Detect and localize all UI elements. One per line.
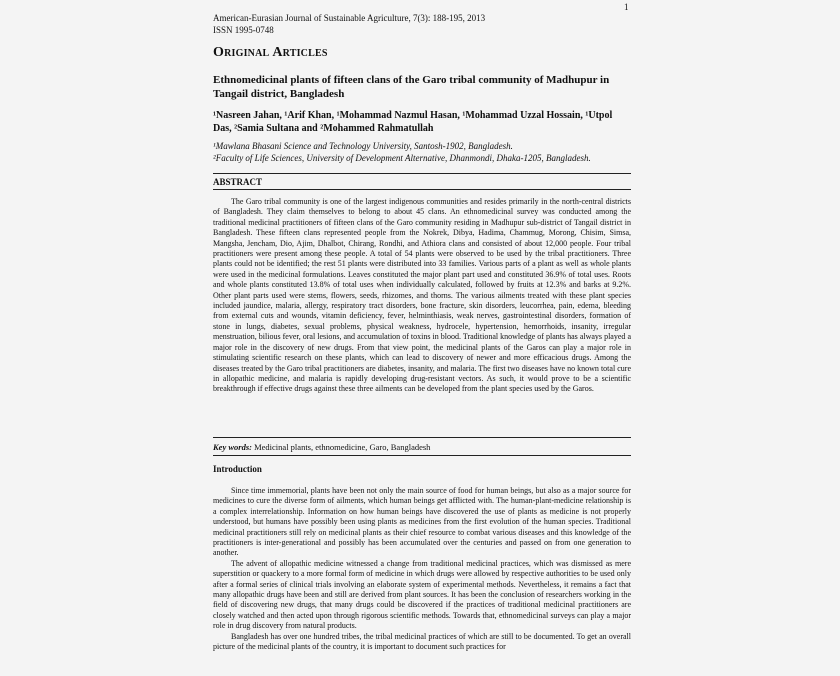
keywords-label: Key words:: [213, 442, 252, 452]
issn: ISSN 1995-0748: [213, 25, 274, 35]
divider-top: [213, 173, 631, 174]
keywords-text: Medicinal plants, ethnomedicine, Garo, Bangladesh: [254, 442, 431, 452]
introduction-body: [213, 486, 631, 653]
affiliation-1: ¹Mawlana Bhasani Science and Technology University, Santosh-1902, Bangladesh.: [213, 141, 513, 151]
section-title: Original Articles: [213, 45, 328, 60]
abstract-text: The Garo tribal community is one of the largest indigenous communities and resides primarily in the north-central districts of Bangladesh. They claim themselves to belong to about 45 clans. An ethnomedicinal survey was conducted among the traditional medicinal practitioners of fifteen clans of the Garo community residing in Madhupur sub-district of Tangail district in Bangladesh. These fifteen clans represented people from the Nokrek, Dibya, Hadima, Chammug, Morong, Chisim, Simsa, Mangsha, Jencham, Dio, Ajim, Dhalbot, Chirang, Rondhi, and Athiora clans and consisted of about 12,000 people. Four tribal practitioners were present among these people. A total of 54 plants were observed to be used by the tribal practitioners. Three plants could not be identified; the rest 51 plants were distributed into 33 families. Various parts of a plant as well as whole plants were used in the medicinal formulations. Leaves constituted the major plant part used and constituted 36.9% of total uses. Roots and whole plants constituted 13.8% of total uses when individually calculated, followed by fruits at 12.3% and barks at 9.2%. Other plant parts used were stems, flowers, seeds, rhizomes, and thorns. The various ailments treated with these plant species included jaundice, malaria, allergy, respiratory tract disorders, bone fracture, skin disorders, leucorrhea, pain, edema, bleeding from external cuts and wounds, vitamin deficiency, fever, helminthiasis, weak nerves, gastrointestinal disorders, formation of stone in lungs, diabetes, sexual problems, physical weakness, hydrocele, hypertension, hemorrhoids, insanity, irregular menstruation, bilious fever, oral lesions, and accumulation of toxins in blood. Traditional knowledge of plants has always played a major role in the discovery of new drugs. From that view point, the medicinal plants of the Garos can play a major role in stimulating scientific research on these plants, which can lead to discovery of newer and more efficacious drugs. Among the diseases treated by the Garo tribal practitioners are diabetes, insanity, and malaria. The first two diseases have no known total cure in allopathic medicine, and malaria is rapidly developing drug-resistant vectors. As such, it would prove to be a scientific breakthrough if effective drugs against these three ailments can be developed from the plant species used by the Garos.: [213, 197, 631, 394]
divider-keywords-top: [213, 437, 631, 438]
divider-keywords-bottom: [213, 455, 631, 456]
introduction-heading: Introduction: [213, 464, 262, 474]
journal-citation: American-Eurasian Journal of Sustainable Agriculture, 7(3): 188-195, 2013: [213, 13, 486, 23]
intro-paragraph-1: Since time immemorial, plants have been not only the main source of food for human beings, but also as a major source for medicines to cure the diverse form of ailments, which human beings get afflicted with. The human-plant-medicine relationship is a complex interrelationship. Information on how human beings have discovered the use of plants as medicine is not properly understood, but humans have possibly been using plants as medicines from the first evolution of the human species. Traditional medicinal practitioners still rely on medicinal plants as their chief resource to combat various diseases and this knowledge of the practitioners is inter-generational and possibly has been accumulated over the centuries and passed on from one generation to another.: [213, 486, 631, 558]
keywords: [213, 442, 430, 452]
intro-paragraph-2: The advent of allopathic medicine witnessed a change from traditional medicinal practices, which was dismissed as mere superstition or quackery to a more formal form of medicine in which drugs were allowed by respective authorities to be used only after a formal series of clinical trials involving an elaborate system of experimental methods. Nevertheless, it remains a fact that many allopathic drugs have been and still are derived from plant sources. It has been the conclusion of researchers working in the field of discovering new drugs, that many drugs could be discovered if the practices of traditional medicinal practitioners are closely watched and then acted upon through rigorous scientific methods. Towards that, ethnomedicinal surveys can play a major role in drug discovery from natural products.: [213, 558, 631, 631]
page-number: 1: [624, 2, 629, 12]
affiliation-2: ²Faculty of Life Sciences, University of Development Alternative, Dhanmondi, Dhaka-1205, Bangladesh.: [213, 153, 591, 163]
divider-abstract: [213, 189, 631, 190]
affiliations: [213, 140, 631, 164]
author-list: ¹Nasreen Jahan, ¹Arif Khan, ¹Mohammad Nazmul Hasan, ¹Mohammad Uzzal Hossain, ¹Utpol Das, ²Samia Sultana and ²Mohammed Rahmatullah: [213, 110, 613, 134]
paper-title: Ethnomedicinal plants of fifteen clans of the Garo tribal community of Madhupur in Tangail district, Bangladesh: [213, 74, 610, 100]
abstract-heading: ABSTRACT: [213, 177, 263, 187]
journal-header: [213, 12, 485, 36]
intro-paragraph-3: Bangladesh has over one hundred tribes, the tribal medicinal practices of which are still to be documented. To get an overall picture of the medicinal plants of the country, it is important to document such practices for: [213, 631, 631, 652]
